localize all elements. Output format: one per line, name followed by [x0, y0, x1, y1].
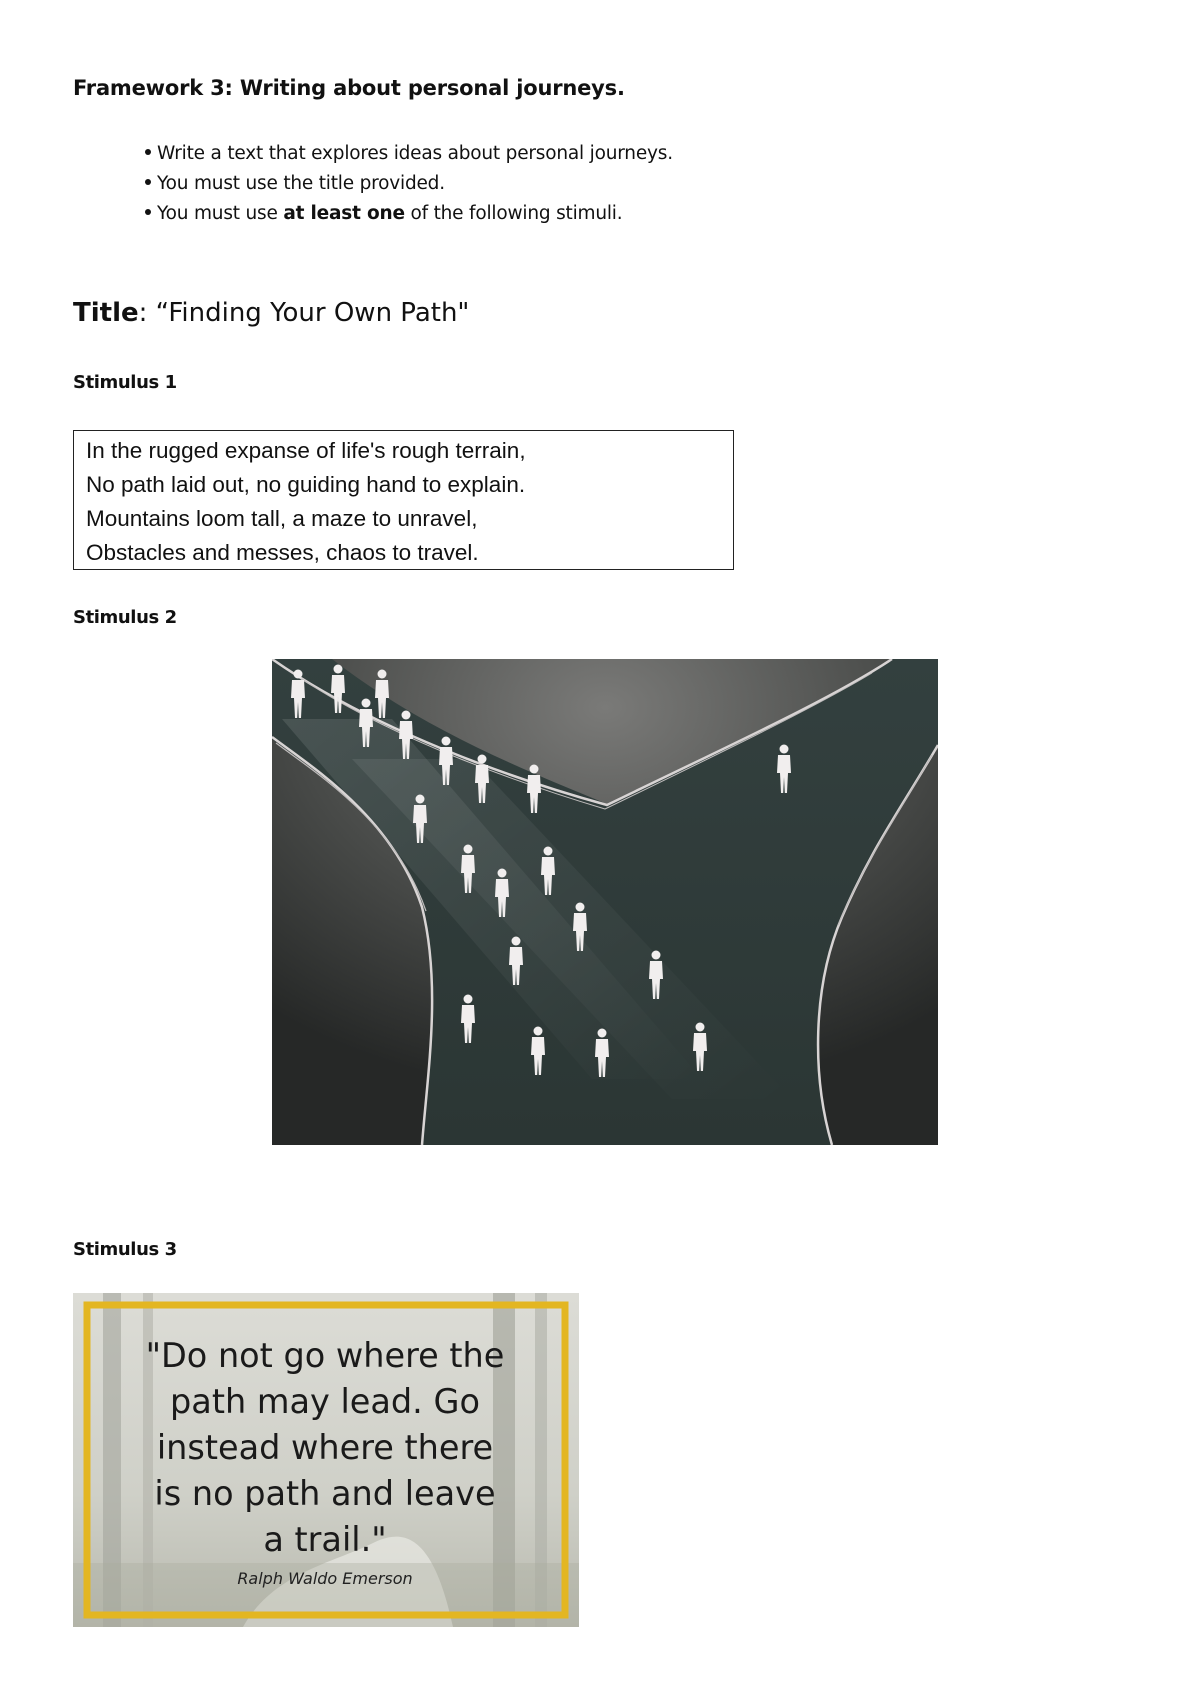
bullet-icon [145, 209, 151, 215]
quote-line: instead where there [156, 1428, 494, 1467]
stimulus-3-label: Stimulus 3 [73, 1239, 177, 1260]
instruction-item: You must use at least one of the following stimuli. [145, 199, 673, 229]
poem-line: Mountains loom tall, a maze to unravel, [86, 506, 478, 531]
emerson-quote [115, 1333, 535, 1563]
title-label: Title [73, 298, 139, 328]
bullet-icon [145, 149, 151, 155]
quote-line: "Do not go where the [145, 1336, 505, 1375]
bullet-icon [145, 179, 151, 185]
quote-line: is no path and leave [154, 1474, 496, 1513]
instruction-item: You must use the title provided. [145, 169, 673, 199]
quote-line: a trail." [263, 1520, 387, 1559]
quote-card [73, 1293, 579, 1627]
poem-line: Obstacles and messes, chaos to travel. [86, 540, 479, 565]
quote-author: Ralph Waldo Emerson [237, 1569, 413, 1588]
emphasis-text: at least one [283, 203, 405, 224]
instruction-item: Write a text that explores ideas about personal journeys. [145, 139, 673, 169]
crossroads-image [272, 659, 938, 1145]
stimulus-1-label: Stimulus 1 [73, 372, 177, 393]
quote-line: path may lead. Go [170, 1382, 480, 1421]
poem-line: In the rugged expanse of life's rough terrain, [86, 438, 526, 463]
stimulus-2-label: Stimulus 2 [73, 607, 177, 628]
page-heading: Framework 3: Writing about personal journeys. [73, 76, 625, 100]
stimulus-1-poem [73, 430, 734, 570]
essay-title: Title: “Finding Your Own Path" [73, 298, 470, 328]
poem-line: No path laid out, no guiding hand to explain. [86, 472, 526, 497]
instructions-list [145, 139, 673, 229]
title-value: “Finding Your Own Path" [155, 298, 470, 328]
